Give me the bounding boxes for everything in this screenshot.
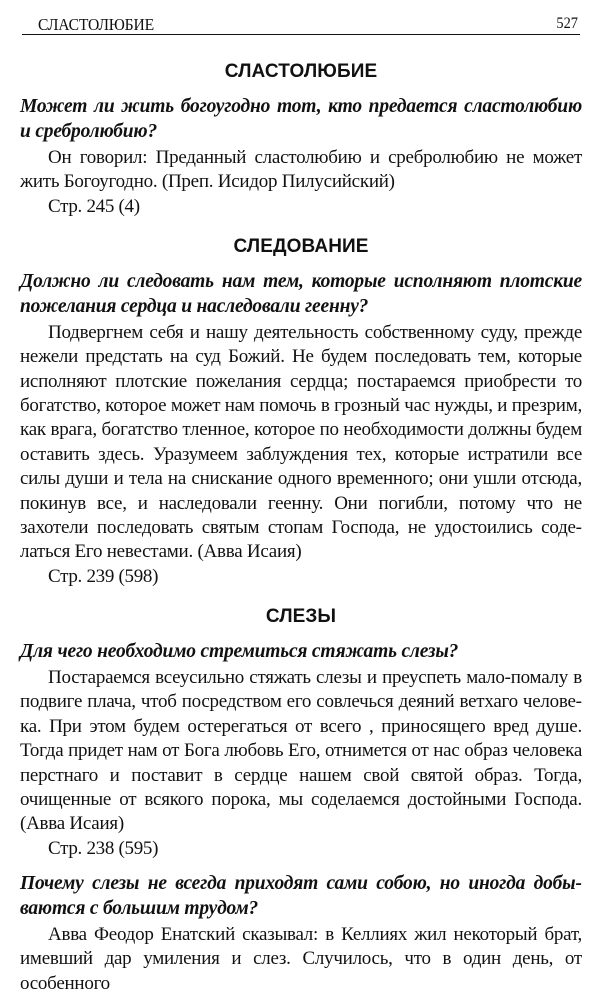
section-slezy <box>20 603 582 996</box>
question: Для чего необходимо стремиться стяжать слезы? <box>20 640 459 662</box>
page-number: 527 <box>556 15 578 32</box>
section-title: СЛЕДОВАНИЕ <box>233 235 369 257</box>
entry <box>20 269 582 589</box>
running-head <box>22 12 580 35</box>
answer: Он говорил: Преданный сластолюбию и сребролюбию не может жить Богоугодно. (Преп. Исидор Пилусийский) <box>20 147 582 193</box>
entry <box>20 639 582 861</box>
entry <box>20 871 582 996</box>
question: Может ли жить богоугодно тот, кто предается сластолюбию и сребролюбию? <box>20 96 582 142</box>
section-sledovanie <box>20 233 582 589</box>
section-title: СЛЕЗЫ <box>265 605 337 627</box>
question: Почему слезы не всегда приходят сами собою, но иногда добываются с большим трудом? <box>20 872 582 919</box>
page-reference: Стр. 238 (595) <box>48 837 159 859</box>
answer: Авва Феодор Енатский сказывал: в Келлиях жил некоторый брат, имевший дар умиления и слез. Случилось, что в один день, от особенного <box>20 923 582 994</box>
answer: Подвергнем себя и нашу деятельность собственному суду, прежде нежели предстать на суд Божий. Не будем последовать тем, которые исполняют плотские пожелания сердца; постараемся приобрести то богатство, которое может нам помочь в грозный час нужды, и презрим, как врага, богатство тленное, которое по необходимости должны будем оставить здесь. Уразумеем заблуждения тех, которые истратили все силы души и тела на снискание одного временного; они ушли отсюда, покинув все, и наследовали геенну. Они погибли, потому что не захотели последовать святым стопам Господа, не удостоились соделаться Его невестами. (Авва Исаия) <box>20 321 582 563</box>
page-reference: Стр. 239 (598) <box>48 565 159 587</box>
entry <box>20 94 582 219</box>
page-content <box>20 58 582 996</box>
section-slastolyubie <box>20 58 582 219</box>
question: Должно ли следовать нам тем, которые исполняют плотские пожелания сердца и наследовали геенну? <box>20 270 582 317</box>
answer: Постараемся всеусильно стяжать слезы и преуспеть мало-помалу в подвиге плача, чтоб посредством его совлечься деяний ветхаго человека. При этом будем остерегаться от всего , приносящего вред душе. Тогда придет нам от Бога любовь Его, отнимется от нас образ человека перстнаго и поставит в сердце нашем свой святой образ. Тогда, очищенные от всякого порока, мы соделаемся достойными Господа. (Авва Исаия) <box>20 666 582 835</box>
section-title: СЛАСТОЛЮБИЕ <box>224 61 378 82</box>
page-reference: Стр. 245 (4) <box>48 195 140 217</box>
running-head-title: СЛАСТОЛЮБИЕ <box>38 15 154 34</box>
